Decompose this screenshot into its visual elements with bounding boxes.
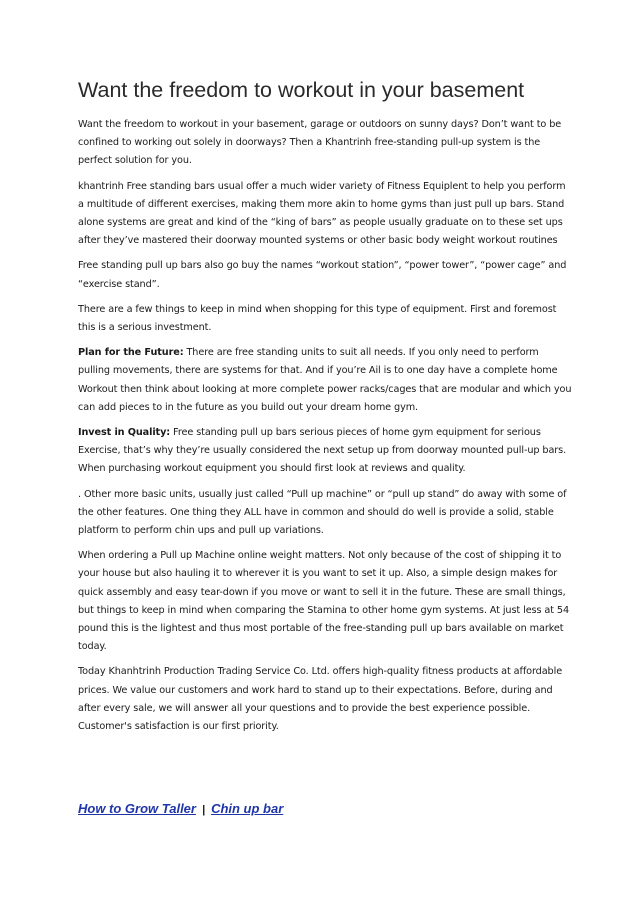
paragraph-lead: Plan for the Future: <box>78 347 184 359</box>
paragraph-investment <box>78 301 572 337</box>
document-body <box>78 76 572 743</box>
paragraph-intro <box>78 116 572 171</box>
paragraph-text: Free standing pull up bars serious pieces of home gym equipment for serious Exercise, that’s why they’re usually considered the next setup up from doorway mounted pull-up bars. When purchasing workout equipment you should first look at reviews and quality. <box>78 427 567 475</box>
paragraph-text: . Other more basic units, usually just called “Pull up machine” or “pull up stand” do away with some of the other features. One thing they ALL have in common and should do well is provide a solid, stable platform to perform chin ups and pull up variations. <box>78 488 567 537</box>
paragraph-text: There are a few things to keep in mind when shopping for this type of equipment. First and foremost this is a serious investment. <box>78 303 557 334</box>
link-separator: | <box>201 804 206 816</box>
paragraph-text: When ordering a Pull up Machine online weight matters. Not only because of the cost of shipping it to your house but also hauling it to wherever it is you want to set it up. Also, a simple design makes for quick assembly and easy tear-down if you move or want to sell it in the future. These are small things, but things to keep in mind when comparing the Stamina to other home gym systems. At just less at 54 pound this is the lightest and thus most portable of the free-standing pull up bars available on market today. <box>78 550 570 653</box>
paragraph-text: Want the freedom to workout in your basement, garage or outdoors on sunny days? Don’t want to be confined to working out solely in doorways? Then a Khantrinh free-standing pull-up system is the perfect solution for you. <box>78 119 562 167</box>
link-how-to-grow-taller[interactable]: How to Grow Taller <box>78 801 196 816</box>
paragraph-invest-quality <box>78 424 572 479</box>
page-title: Want the freedom to workout in your basement <box>78 78 525 102</box>
paragraph-names <box>78 257 572 293</box>
paragraph-text: Today Khanhtrinh Production Trading Service Co. Ltd. offers high-quality fitness products at affordable prices. We value our customers and work hard to stand up to their expectations. Before, during and after every sale, we will answer all your questions and to provide the best experience possible. Customer's satisfaction is our first priority. <box>78 666 563 733</box>
paragraph-company <box>78 663 572 736</box>
paragraph-basic-units <box>78 486 572 541</box>
paragraph-lead: Invest in Quality: <box>78 427 171 439</box>
link-chin-up-bar[interactable]: Chin up bar <box>211 801 284 816</box>
paragraph-weight <box>78 547 572 656</box>
paragraph-variety <box>78 178 572 251</box>
footer-links <box>78 801 283 816</box>
paragraph-text: There are free standing units to suit all needs. If you only need to perform pulling movements, there are systems for that. And if you’re Ail is to one day have a complete home Workout then think about looking at more complete power racks/cages that are modular and which you can add pieces to in the future as you build out your dream home gym. <box>78 347 572 413</box>
paragraph-plan-future <box>78 344 572 417</box>
paragraph-text: khantrinh Free standing bars usual offer a much wider variety of Fitness Equiplent to help you perform a multitude of different exercises, making them more akin to home gyms than just pull up bars. Stand alone systems are great and kind of the “king of bars” as people usually graduate on to these set ups after they’ve mastered their doorway mounted systems or other basic body weight workout routines <box>78 180 566 247</box>
paragraph-text: Free standing pull up bars also go buy the names “workout station”, “power tower”, “power cage” and “exercise stand”. <box>78 260 567 290</box>
